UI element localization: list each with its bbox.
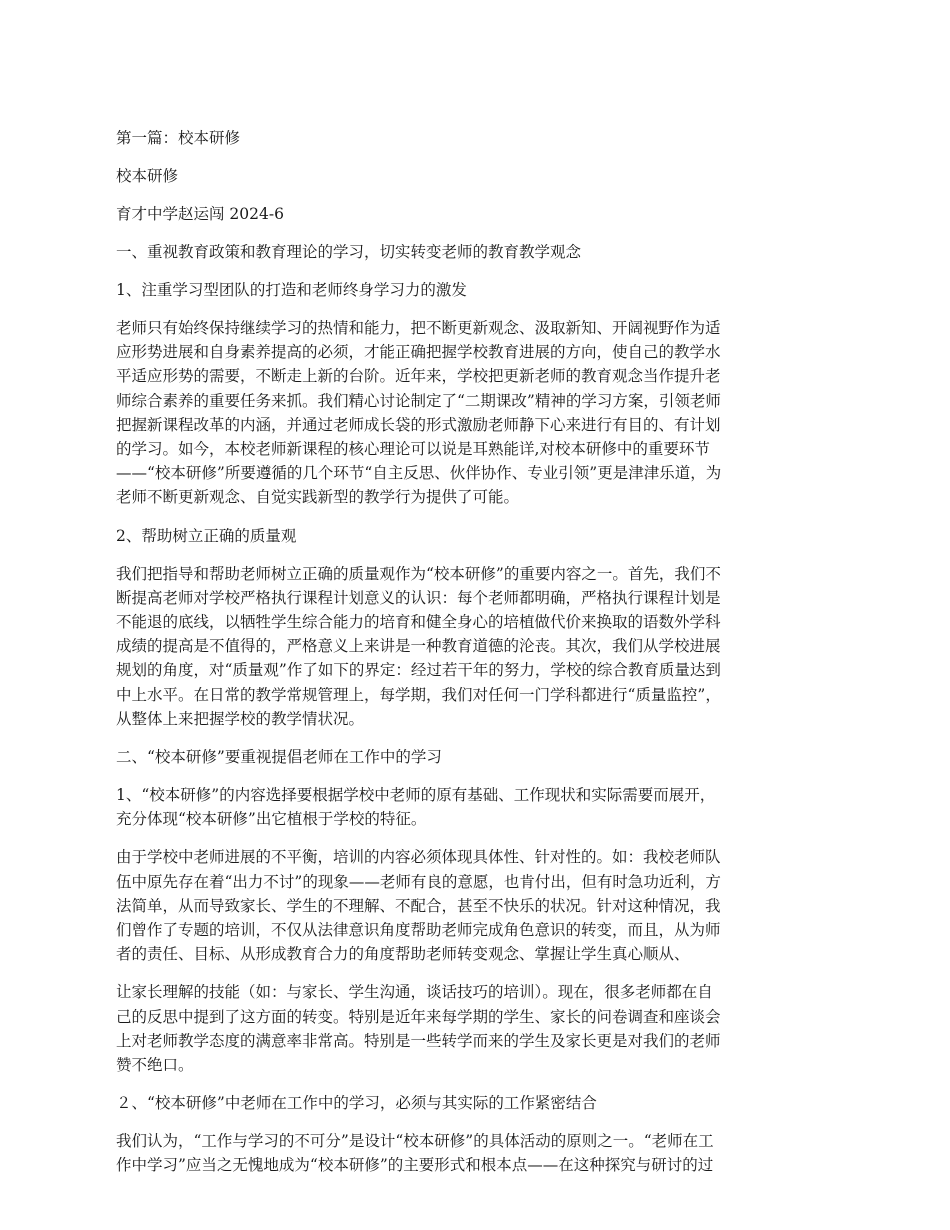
paragraph-5 bbox=[116, 980, 828, 1077]
paragraph-line: 作中学习”应当之无愧地成为“校本研修”的主要形式和根本点——在这种探究与研讨的过 bbox=[116, 1156, 714, 1175]
paragraph-line: 赞不绝口。 bbox=[116, 1056, 194, 1075]
paragraph-line: 老师不断更新观念、自觉实践新型的教学行为提供了可能。 bbox=[116, 488, 520, 507]
paragraph-line: 法简单，从而导致家长、学生的不理解、不配合，甚至不快乐的状况。针对这种情况，我 bbox=[116, 896, 721, 915]
paragraph-line: 中上水平。在日常的教学常规管理上，每学期，我们对任何一门学科都进行“质量监控”， bbox=[116, 685, 721, 704]
paragraph-line: 成绩的提高是不值得的，严格意义上来讲是一种教育道德的沦丧。其次，我们从学校进展 bbox=[116, 637, 721, 656]
paragraph-4 bbox=[116, 845, 828, 966]
paragraph-line: 平适应形势的需要，不断走上新的台阶。近年来，学校把更新老师的教育观念当作提升老 bbox=[116, 367, 721, 386]
subheading-1: 1、注重学习型团队的打造和老师终身学习力的激发 bbox=[116, 281, 467, 299]
paragraph-line: 把握新课程改革的内涵，并通过老师成长袋的形式激励老师静下心来进行有目的、有计划 bbox=[116, 415, 721, 434]
paragraph-line: 我们把指导和帮助老师树立正确的质量观作为“校本研修”的重要内容之一。首先，我们不 bbox=[116, 564, 721, 583]
paragraph-line: 者的责任、目标、从形成教育合力的角度帮助老师转变观念、掌握让学生真心顺从、 bbox=[116, 945, 690, 964]
paragraph-line: ——“校本研修”所要遵循的几个环节“自主反思、伙伴协作、专业引领”更是津津乐道，为 bbox=[116, 464, 722, 483]
paragraph-line: 由于学校中老师进展的不平衡，培训的内容必须体现具体性、针对性的。如：我校老师队 bbox=[116, 848, 721, 867]
paragraph-line: 师综合素养的重要任务来抓。我们精心讨论制定了“二期课改”精神的学习方案，引领老师 bbox=[116, 391, 721, 410]
paragraph-line: 应形势进展和自身素养提高的必须，才能正确把握学校教育进展的方向，使自己的教学水 bbox=[116, 343, 721, 362]
paragraph-line: 伍中原先存在着“出力不讨”的现象——老师有良的意愿，也肯付出，但有时急功近利，方 bbox=[116, 872, 721, 891]
paragraph-line: 老师只有始终保持继续学习的热情和能力，把不断更新观念、汲取新知、开阔视野作为适 bbox=[116, 319, 721, 337]
subheading-2: 2、帮助树立正确的质量观 bbox=[116, 526, 297, 545]
document-subtitle: 校本研修 bbox=[116, 167, 179, 185]
paragraph-line: 上对老师教学态度的满意率非常高。特别是一些转学而来的学生及家长更是对我们的老师 bbox=[116, 1031, 721, 1050]
subheading-3: ２、“校本研修”中老师在工作中的学习，必须与其实际的工作紧密结合 bbox=[116, 1094, 597, 1113]
paragraph-2 bbox=[116, 562, 828, 731]
paragraph-line: 充分体现“校本研修”出它植根于学校的特征。 bbox=[116, 810, 427, 829]
paragraph-line: 让家长理解的技能（如：与家长、学生沟通，谈话技巧的培训）。现在，很多老师都在自 bbox=[116, 983, 713, 1002]
paragraph-line: 我们认为，“工作与学习的不可分”是设计“校本研修”的具体活动的原则之一。“老师在工 bbox=[116, 1132, 714, 1151]
author-date: 育才中学赵运闯 2024-6 bbox=[116, 205, 284, 223]
paragraph-line: 1、“校本研修”的内容选择要根据学校中老师的原有基础、工作现状和实际需要而展开， bbox=[116, 786, 716, 805]
paragraph-6 bbox=[116, 1129, 828, 1177]
paragraph-line: 断提高老师对学校严格执行课程计划意义的认识：每个老师都明确，严格执行课程计划是 bbox=[116, 588, 721, 607]
paragraph-line: 的学习。如今，本校老师新课程的核心理论可以说是耳熟能详,对校本研修中的重要环节 bbox=[116, 440, 710, 459]
paragraph-line: 己的反思中提到了这方面的转变。特别是近年来每学期的学生、家长的问卷调查和座谈会 bbox=[116, 1007, 721, 1026]
section-heading-2: 二、“校本研修”要重视提倡老师在工作中的学习 bbox=[116, 748, 442, 767]
paragraph-1 bbox=[116, 316, 828, 510]
paragraph-line: 规划的角度，对“质量观”作了如下的界定：经过若干年的努力，学校的综合教育质量达到 bbox=[116, 661, 721, 680]
paragraph-line: 们曾作了专题的培训，不仅从法律意识角度帮助老师完成角色意识的转变，而且，从为师 bbox=[116, 921, 721, 940]
paragraph-3 bbox=[116, 783, 828, 831]
paragraph-line: 从整体上来把握学校的教学情状况。 bbox=[116, 709, 365, 728]
section-heading-1: 一、重视教育政策和教育理论的学习，切实转变老师的教育教学观念 bbox=[116, 243, 582, 261]
paragraph-line: 不能退的底线，以牺牲学生综合能力的培育和健全身心的培植做代价来换取的语数外学科 bbox=[116, 613, 721, 632]
document-title: 第一篇：校本研修 bbox=[116, 129, 241, 147]
